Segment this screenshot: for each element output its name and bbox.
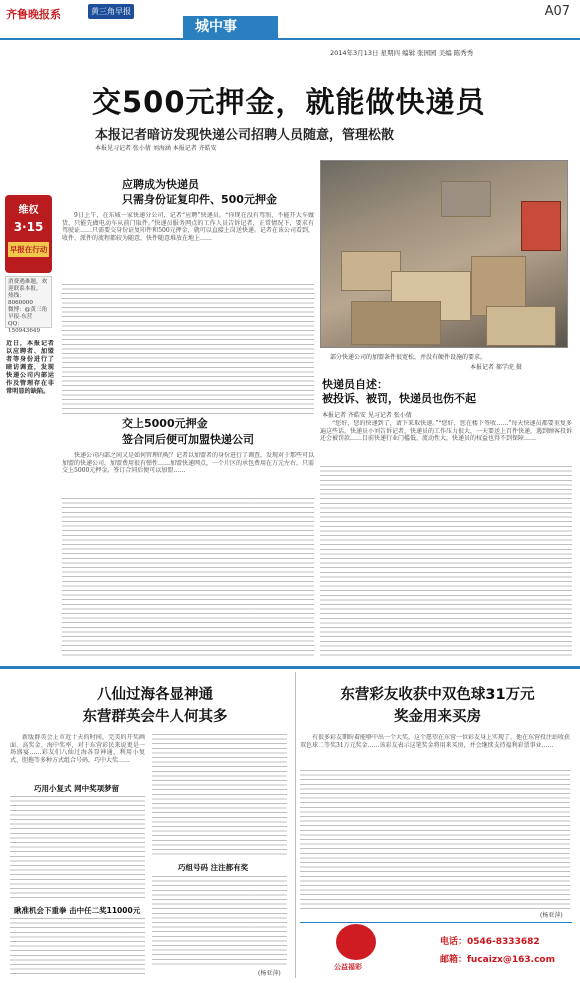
section1-subtitle: 只需身份证复印件、500元押金	[122, 193, 277, 206]
hotline-weibo: 微博：@黄三角早报-东营	[8, 307, 48, 320]
photo-caption: 部分快递公司的加盟条件很宽松，并没有硬件设施的要求。	[330, 354, 487, 361]
ad-slogan: 早报在行动	[8, 242, 49, 257]
page-number: A07	[544, 4, 570, 19]
welfare-lottery-logo	[336, 924, 376, 960]
winner-text: 有很多彩友期盼着能够中出一个大奖，这个愿望在东营一位彩友身上实现了，他在东营投注站收获双色球二等奖31万元奖金……该彩友表示这笔奖金将用来买房，并会继续支持福利彩票事业……	[300, 734, 570, 749]
col2-subtitle: 被投诉、被罚，快递员也伤不起	[322, 392, 476, 405]
block2-lines	[152, 876, 287, 966]
bottom-divider	[0, 666, 580, 669]
lead-paragraph: 近日，本报记者以应聘者、加盟者等身份进行了暗访调查，发现快递公司内部运作及管理存在非常明显的缺陷。	[6, 340, 54, 395]
winner-headline-1: 东营彩友收获中双色球31万元	[340, 687, 535, 703]
lottery-mid-lines	[152, 734, 287, 858]
left-source: (杨亚萍)	[258, 970, 281, 977]
block3-title: 瞅准机会下重拳 击中任二奖11000元	[14, 906, 141, 915]
ad-phone: 电话：0546-8333682	[440, 937, 540, 947]
col2-text: “您好，您的快递到了，请下来取快递。”“您好，您在楼下签收……”每天快递员都要重复多遍这些话。快递员小刘告诉记者，快递员的工作压力很大，一天要送上百件快递，遇到顾客投诉还会被罚款……目前快递行业门槛低、流动性大，快递员的权益也得不到保障……	[320, 420, 572, 443]
section1-body-lines	[62, 284, 314, 414]
hotline-qq: QQ：150943649	[8, 321, 41, 334]
block1-lines	[10, 796, 145, 900]
col2-title: 快递员自述：	[322, 378, 388, 391]
hotline-box	[5, 276, 52, 334]
main-subheadline: 本报记者暗访发现快递公司招聘人员随意，管理松散	[95, 128, 395, 143]
lottery-headline-1: 八仙过海各显神通	[97, 687, 213, 703]
photo-credit: 本报记者 郝学虎 摄	[470, 364, 522, 371]
main-byline: 本报见习记者 张小倩 刘海涵 本报记者 齐皓安	[95, 145, 217, 152]
warehouse-photo	[320, 160, 568, 348]
logo-text: 公益福彩	[334, 963, 362, 971]
ad-date: 3·15	[13, 220, 44, 234]
section2-text: 快递公司内部之间又是如何管理的呢？记者以加盟者的身份进行了调查，发现对于那些可以加盟的快递公司，加盟费用很有弹性……加盟快递网点，一个片区的承包费用在万元左右，只需交上5000元押金，签订合同后便可以加盟……	[62, 452, 314, 475]
section2-subtitle: 签合同后便可加盟快递公司	[122, 433, 254, 446]
col2-body-lines	[320, 466, 572, 658]
block2-title: 巧组号码 注注都有奖	[178, 863, 249, 872]
paper-logo: 齐鲁晚报系	[6, 8, 61, 21]
section1-title: 应聘成为快递员	[122, 178, 199, 191]
block3-lines	[10, 918, 145, 974]
right-source: (杨亚萍)	[540, 912, 563, 919]
ad-title: 维权	[18, 205, 39, 216]
winner-headline-2: 奖金用来买房	[394, 709, 481, 725]
col2-byline: 本报记者 齐皓安 见习记者 张小倩	[322, 412, 412, 419]
block1-title: 巧用小复式 网中奖项梦留	[34, 784, 120, 793]
top-rule	[0, 38, 580, 40]
winner-lines	[300, 770, 570, 910]
section2-title: 交上5000元押金	[122, 417, 208, 430]
lottery-headline-2: 东营群英会牛人何其多	[82, 709, 228, 725]
lottery-left-text: 新版群英会上市近十天的时间，完美的开奖画面、高奖金、海中奖率，对于东营彩民来说更是一场盛宴……彩友们八仙过海各显神通，利用小复式、胆拖等多种方式组合号码，巧中大奖……	[10, 734, 145, 764]
ad-rule	[300, 922, 572, 923]
main-headline: 交500元押金，就能做快递员	[92, 85, 486, 119]
column-rule	[295, 672, 296, 978]
section1-text: 9日上午，在东城一家快递分公司，记者“应聘”快递员。“你现在没有驾照，不能开大车做货，只能先做电动车从前门取件。”快递员服务网点的工作人员告诉记者，正常情况下，要求有驾驶证……只需要交身份证复印件和500元押金，就可以直接上岗送快递。记者在该公司看到，收件、派件的流程都较为随意，快件随意堆放在地上……	[62, 212, 314, 242]
ad-email: 邮箱：fucaizx@163.com	[440, 955, 555, 965]
section-tab: 城中事	[183, 16, 278, 38]
section2-body-lines	[62, 498, 314, 658]
hotline-text: 消费遇难题，欢迎联系本报。	[8, 279, 48, 292]
rights-ad	[5, 195, 52, 273]
issue-meta: 2014年3月13日 星期四 编辑 张园园 美编 陈秀秀	[330, 49, 474, 57]
hotline-phone: 热线：8060000	[8, 293, 33, 306]
edition-badge: 黄三角早报	[88, 4, 134, 19]
